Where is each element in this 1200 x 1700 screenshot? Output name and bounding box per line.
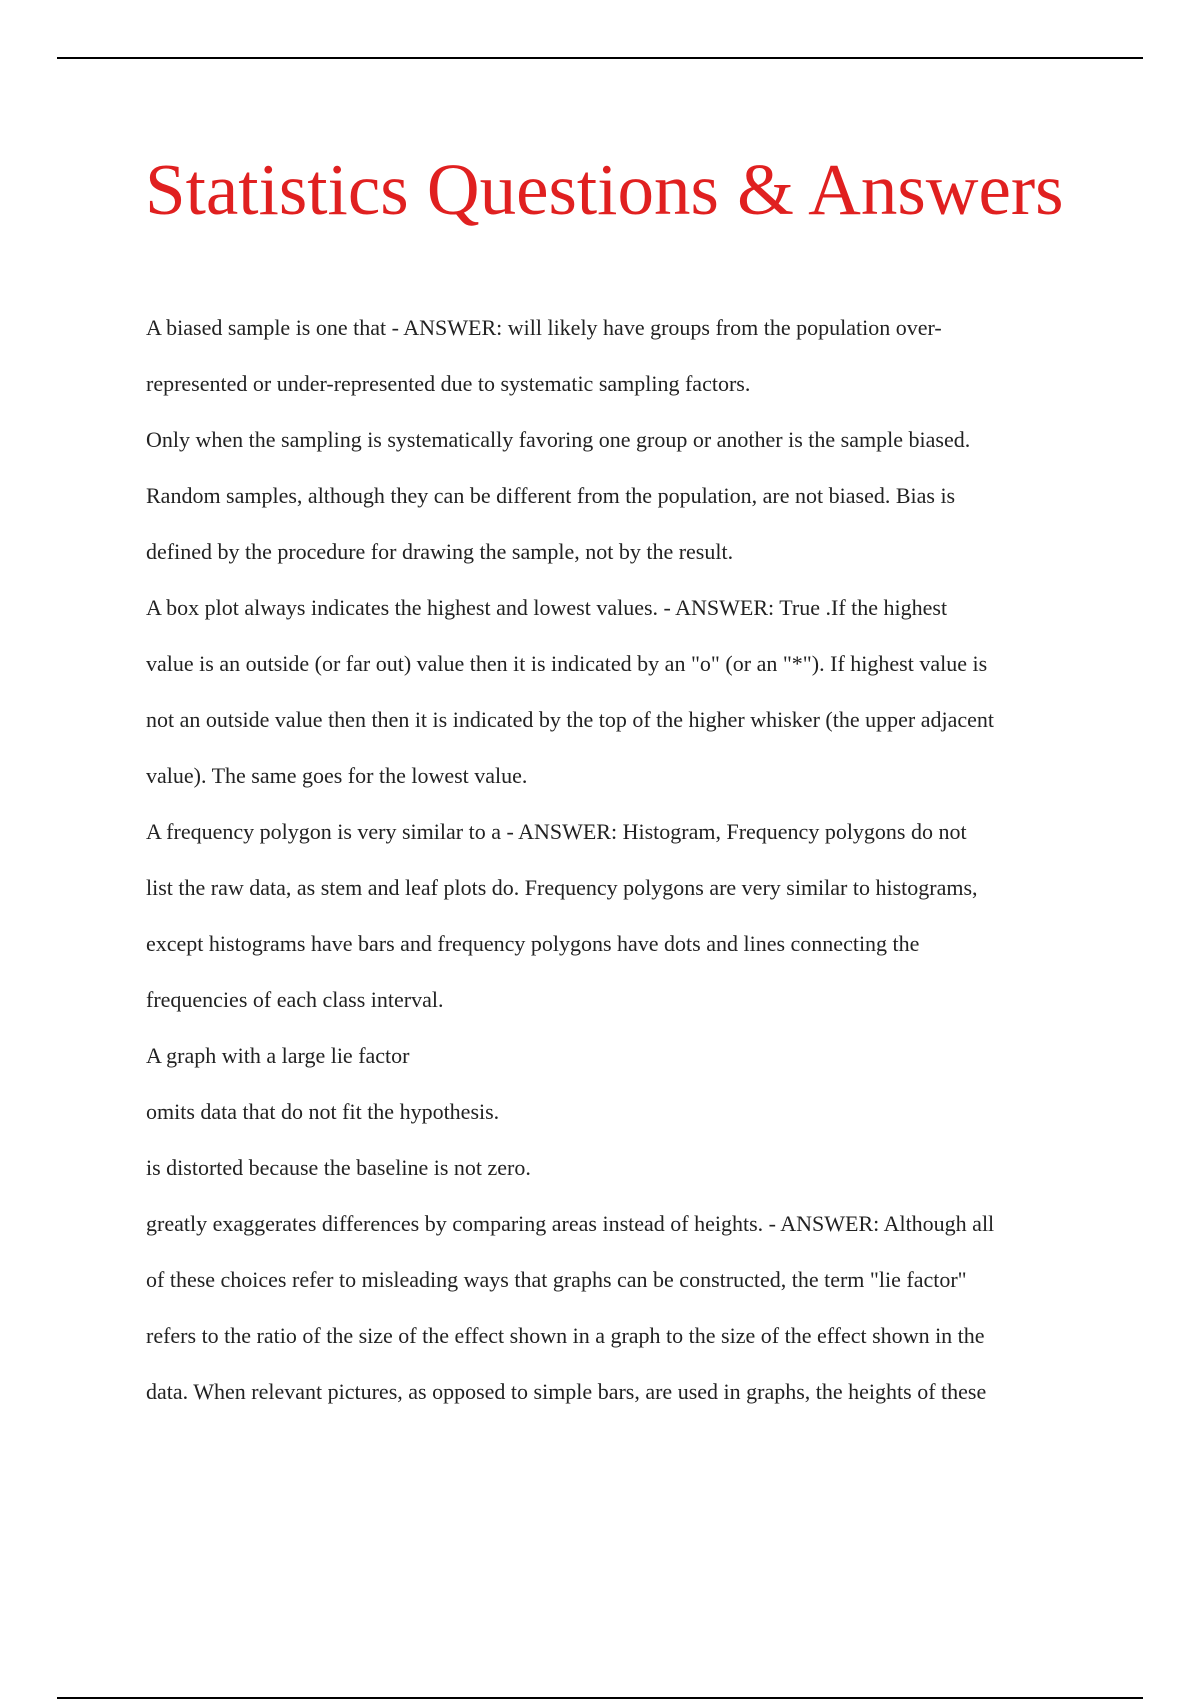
document-body: [146, 300, 1146, 1420]
text-line: list the raw data, as stem and leaf plots do. Frequency polygons are very similar to histograms,: [146, 875, 978, 900]
text-line: omits data that do not fit the hypothesis.: [146, 1099, 500, 1124]
text-line: frequencies of each class interval.: [146, 987, 444, 1012]
text-line: A frequency polygon is very similar to a - ANSWER: Histogram, Frequency polygons do not: [146, 819, 967, 844]
text-line: Random samples, although they can be different from the population, are not biased. Bias is: [146, 483, 956, 508]
text-line: value). The same goes for the lowest value.: [146, 763, 528, 788]
page-title: Statistics Questions & Answers: [145, 149, 1064, 230]
bottom-divider: [57, 1697, 1143, 1699]
text-line: value is an outside (or far out) value then it is indicated by an "o" (or an "*"). If highest value is: [146, 651, 988, 676]
text-line: represented or under-represented due to systematic sampling factors.: [146, 371, 751, 396]
text-line: of these choices refer to misleading ways that graphs can be constructed, the term "lie factor": [146, 1267, 967, 1292]
text-line: greatly exaggerates differences by comparing areas instead of heights. - ANSWER: Although all: [146, 1211, 995, 1236]
text-line: data. When relevant pictures, as opposed to simple bars, are used in graphs, the heights of these: [146, 1379, 987, 1404]
text-line: Only when the sampling is systematically favoring one group or another is the sample biased.: [146, 427, 971, 452]
text-line: defined by the procedure for drawing the sample, not by the result.: [146, 539, 734, 564]
text-line: A biased sample is one that - ANSWER: will likely have groups from the population over-: [146, 315, 942, 340]
text-line: is distorted because the baseline is not zero.: [146, 1155, 531, 1180]
text-line: except histograms have bars and frequency polygons have dots and lines connecting the: [146, 931, 920, 956]
text-line: not an outside value then then it is indicated by the top of the higher whisker (the upper adjacent: [146, 707, 994, 732]
text-line: A graph with a large lie factor: [146, 1043, 410, 1068]
top-divider: [57, 57, 1143, 59]
text-line: A box plot always indicates the highest and lowest values. - ANSWER: True .If the highest: [146, 595, 948, 620]
text-line: refers to the ratio of the size of the effect shown in a graph to the size of the effect shown in the: [146, 1323, 985, 1348]
